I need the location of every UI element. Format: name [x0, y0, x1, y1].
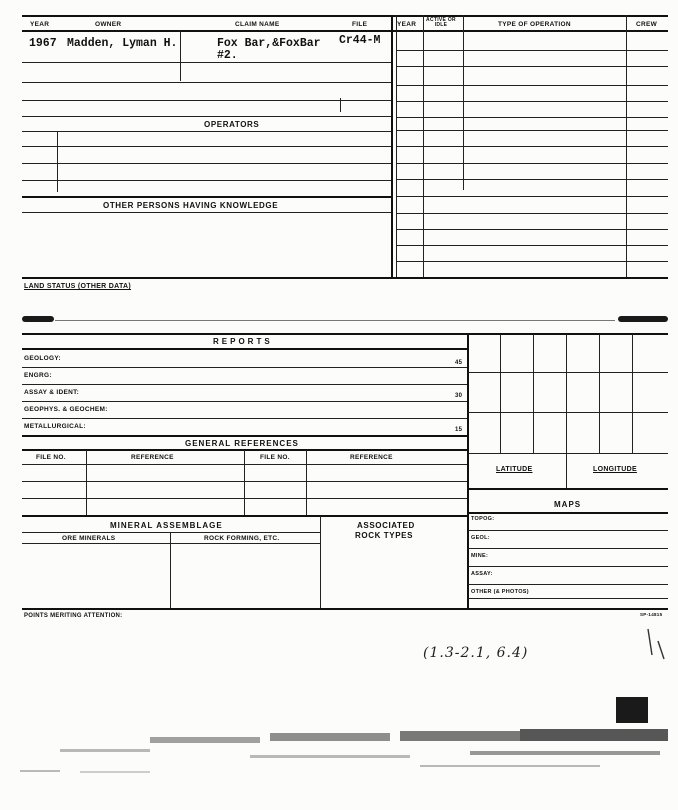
- gr-file-no-1: FILE NO.: [36, 454, 66, 461]
- row-claim-name-2: #2.: [217, 49, 238, 62]
- maps-mine: MINE:: [471, 553, 489, 559]
- maps-topog: TOPOG:: [471, 516, 495, 522]
- maps-assay: ASSAY:: [471, 571, 493, 577]
- points-meriting-label: POINTS MERITING ATTENTION:: [24, 613, 123, 619]
- reports-assay-num: 30: [455, 393, 463, 399]
- maps-other: OTHER (& PHOTOS): [471, 589, 529, 595]
- associated-label: ASSOCIATED: [357, 521, 415, 530]
- header-file: FILE: [352, 21, 368, 28]
- pen-mark: [644, 625, 668, 661]
- handwritten-note: (1.3-2.1, 6.4): [423, 645, 529, 661]
- reports-geophys: GEOPHYS. & GEOCHEM:: [24, 406, 108, 413]
- header-owner: OWNER: [95, 21, 122, 28]
- latitude-label: LATITUDE: [496, 466, 533, 473]
- row-claim-name-1: Fox Bar,&FoxBar: [217, 37, 321, 50]
- maps-geol: GEOL:: [471, 535, 490, 541]
- reports-engrg: ENGRG:: [24, 372, 52, 379]
- header-crew: CREW: [636, 21, 658, 28]
- gr-file-no-2: FILE NO.: [260, 454, 290, 461]
- other-persons-title: OTHER PERSONS HAVING KNOWLEDGE: [103, 201, 279, 210]
- header-year-right: YEAR: [397, 21, 417, 28]
- rock-forming-label: ROCK FORMING, ETC.: [204, 535, 280, 542]
- header-type-of-operation: TYPE OF OPERATION: [498, 21, 571, 28]
- header-claim-name: CLAIM NAME: [235, 21, 280, 28]
- ore-minerals-label: ORE MINERALS: [62, 535, 116, 542]
- land-status-label: LAND STATUS (OTHER DATA): [24, 283, 132, 290]
- longitude-label: LONGITUDE: [593, 466, 637, 473]
- mineral-assemblage-title: MINERAL ASSEMBLAGE: [110, 521, 223, 530]
- reports-metallurgical: METALLURGICAL:: [24, 423, 86, 430]
- row-owner: Madden, Lyman H.: [67, 37, 178, 50]
- reports-metallurgical-num: 15: [455, 427, 463, 433]
- header-active-idle: ACTIVE OR IDLE: [426, 17, 456, 28]
- row-year: 1967: [29, 37, 57, 50]
- gr-reference-1: REFERENCE: [131, 454, 174, 461]
- reports-geology-num: 45: [455, 360, 463, 366]
- row-file: Cr44-M: [339, 34, 381, 47]
- general-references-title: GENERAL REFERENCES: [185, 439, 299, 448]
- operators-title: OPERATORS: [204, 120, 260, 129]
- rock-types-label: ROCK TYPES: [355, 531, 414, 540]
- reports-title: REPORTS: [213, 337, 273, 346]
- reports-assay: ASSAY & IDENT:: [24, 389, 80, 396]
- reports-geology: GEOLOGY:: [24, 355, 61, 362]
- header-year: YEAR: [30, 21, 50, 28]
- form-number: SP-14815: [640, 612, 663, 617]
- scan-noise: [0, 715, 678, 810]
- maps-title: MAPS: [554, 500, 582, 509]
- gr-reference-2: REFERENCE: [350, 454, 393, 461]
